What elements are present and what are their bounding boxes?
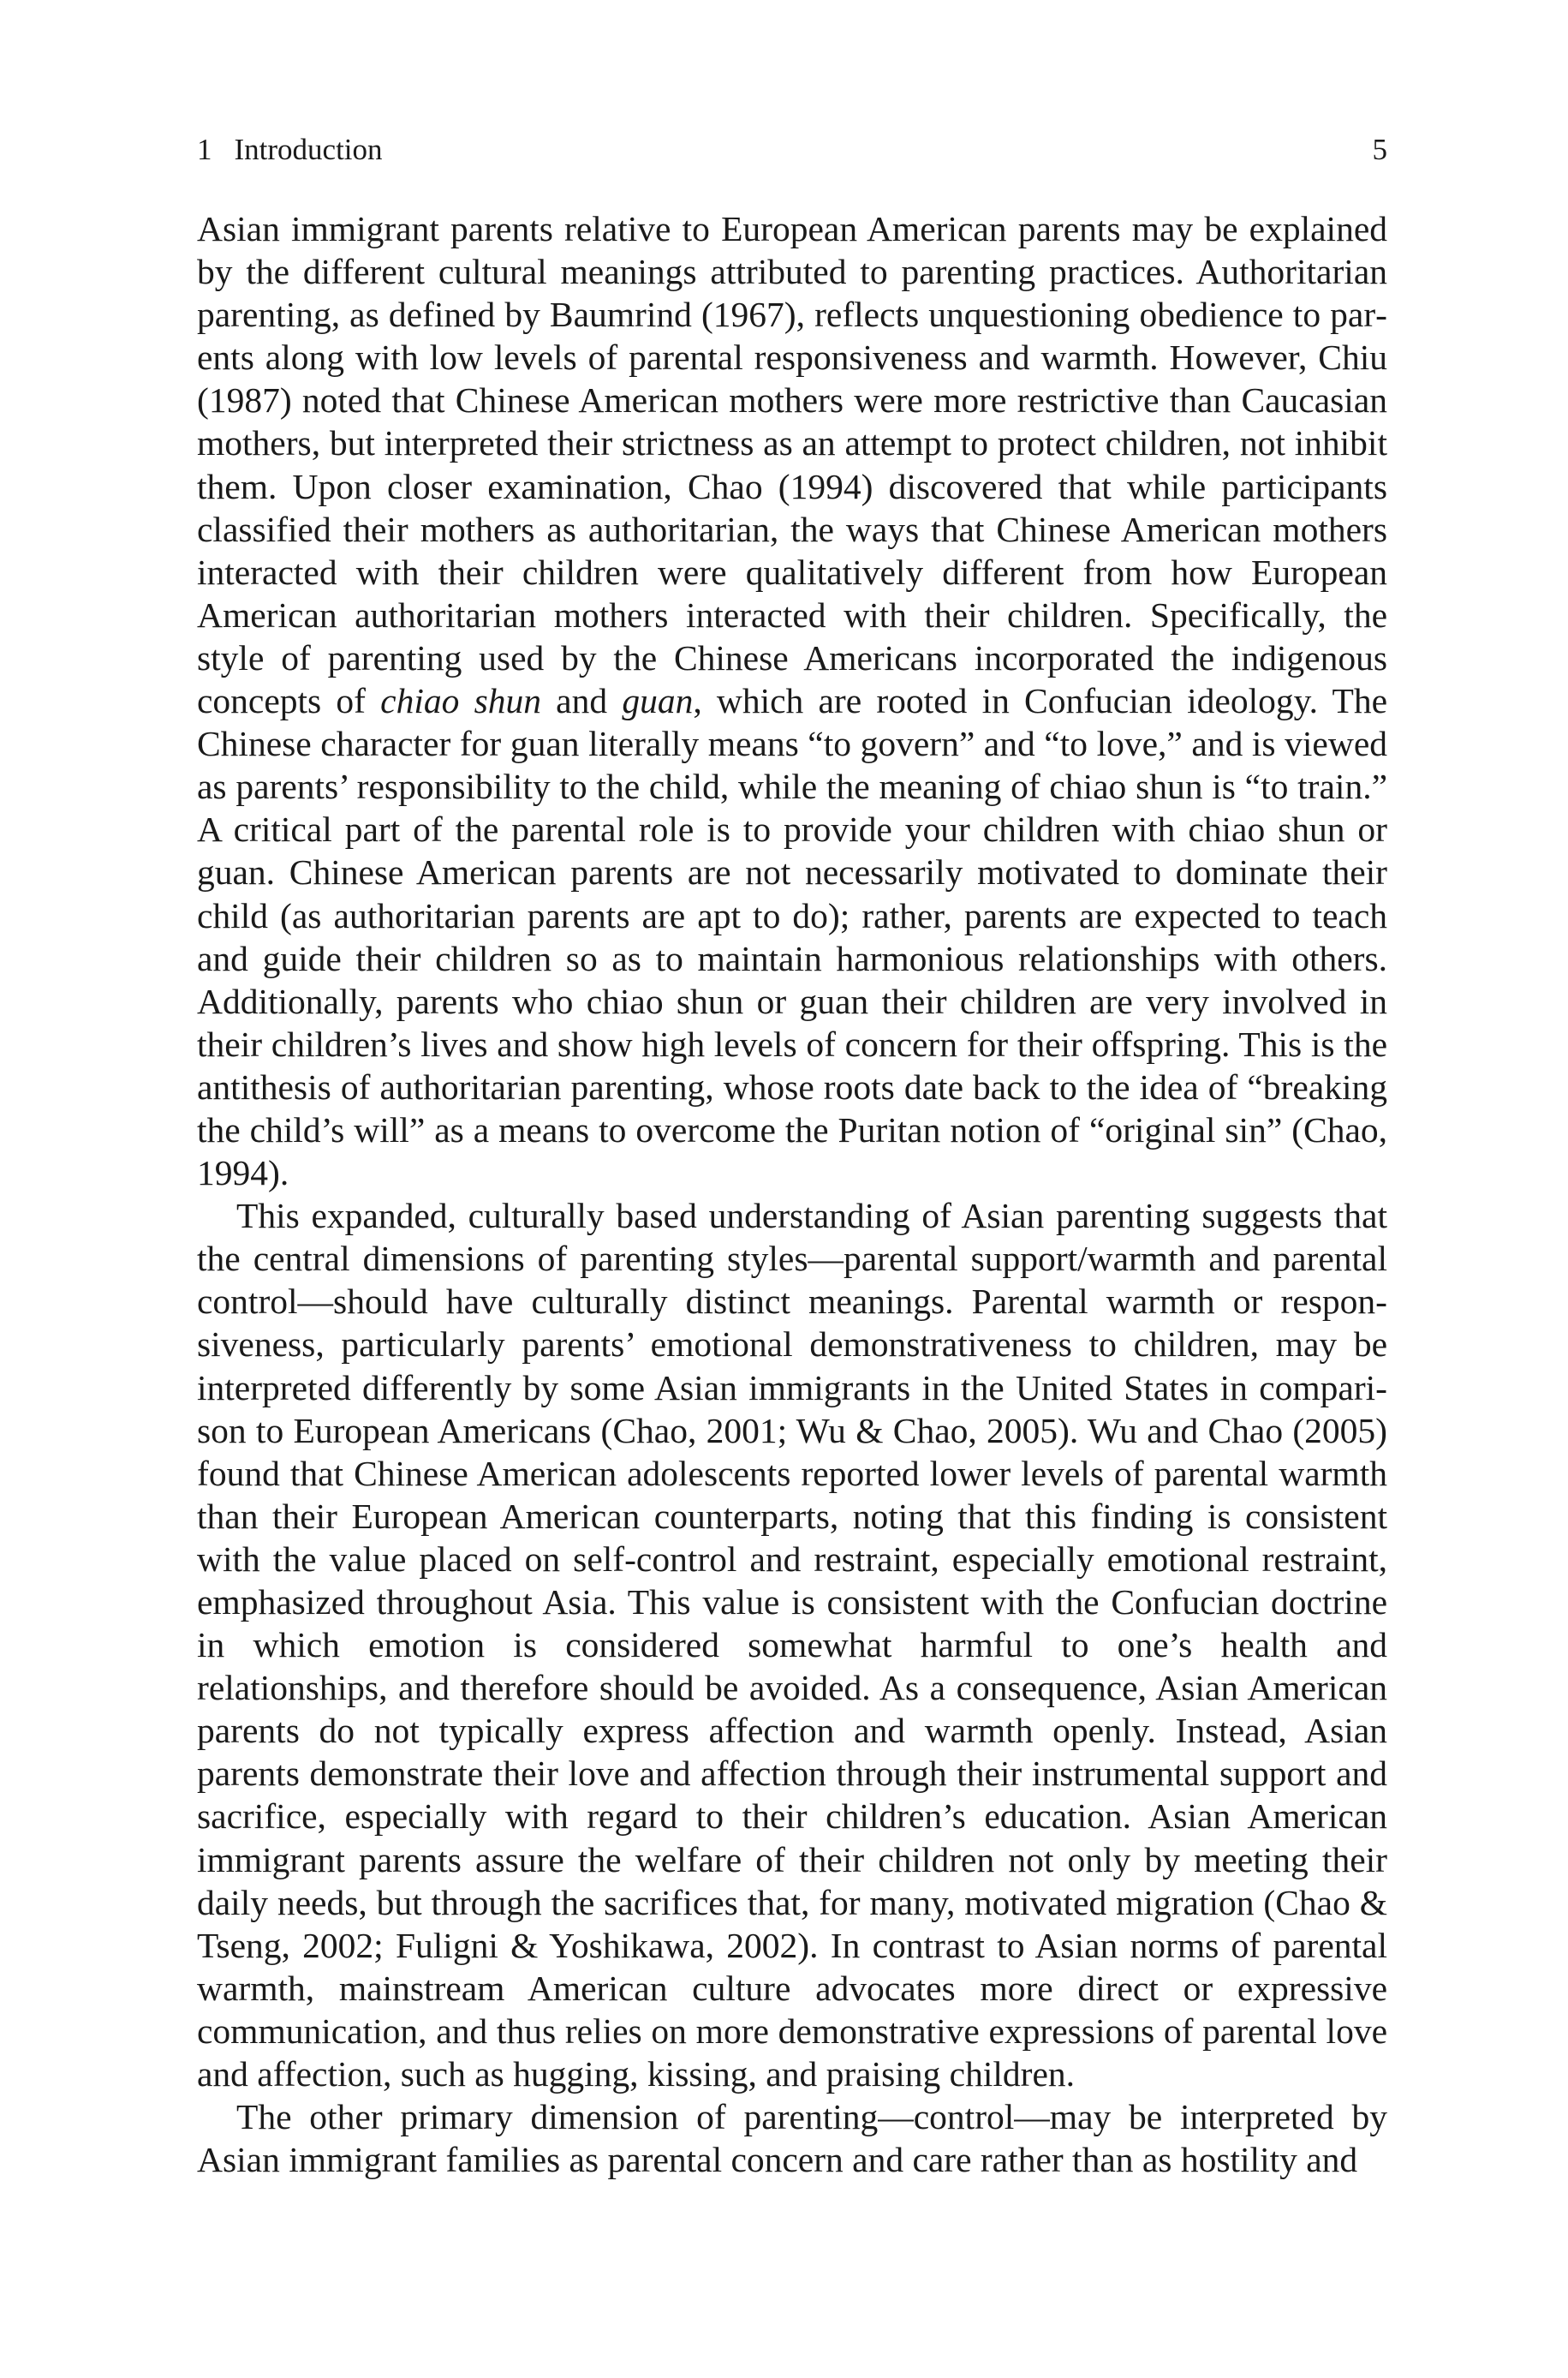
paragraph-text: and: [540, 681, 623, 721]
body-text: [197, 207, 1387, 2181]
term-guan: guan: [622, 681, 694, 721]
paragraph-text: , which are rooted in Confucian ideology. The Chinese character for guan literally means “to govern” and “to love,” and is viewed as parents’ responsibility to the child, while the meaning of chiao shun is “to train.” A critical part of the parental role is to provide your children with chiao shun or guan. Chinese American parents are not necessarily motivated to dominate their child (as authoritarian parents are apt to do); rather, parents are expected to teach and guide their children so as to maintain harmonious relationships with others. Additionally, parents who chiao shun or guan their children are very involved in their children’s lives and show high levels of concern for their offspring. This is the antithesis of authoritarian parenting, whose roots date back to the idea of “breaking the child’s will” as a means to overcome the Puritan notion of “original sin” (Chao, 1994).: [197, 681, 1388, 1193]
running-head: [197, 128, 1387, 171]
paragraph-1: [197, 207, 1387, 1194]
chapter-number: 1: [197, 133, 212, 166]
paragraph-2: This expanded, culturally based understanding of Asian parenting suggests that the central dimensions of parenting styles—parental support/warmth and parental control—should have culturally distinct meanings. Parental warmth or responsiveness, particularly parents’ emotional demonstrativeness to children, may be interpreted differently by some Asian immigrants in the United States in comparison to European Americans (Chao, 2001; Wu & Chao, 2005). Wu and Chao (2005) found that Chinese American adolescents reported lower levels of parental warmth than their European American counterparts, noting that this finding is consistent with the value placed on self-control and restraint, especially emotional restraint, emphasized throughout Asia. This value is consistent with the Confucian doctrine in which emotion is considered somewhat harmful to one’s health and relationships, and therefore should be avoided. As a consequence, Asian American parents do not typically express affection and warmth openly. Instead, Asian parents demonstrate their love and affection through their instrumental support and sacrifice, especially with regard to their children’s education. Asian American immigrant parents assure the welfare of their children not only by meeting their daily needs, but through the sacrifices that, for many, motivated migration (Chao & Tseng, 2002; Fuligni & Yoshikawa, 2002). In contrast to Asian norms of parental warmth, mainstream American culture advocates more direct or expressive communication, and thus relies on more demonstrative expressions of parental love and affection, such as hugging, kissing, and praising children.: [197, 1196, 1387, 2094]
paragraph-text: Asian immigrant parents relative to European American parents may be explained by the different cultural meanings attributed to parenting practices. Authoritarian parenting, as defined by Baumrind (1967), reflects unquestioning obedience to parents along with low levels of parental responsiveness and warmth. However, Chiu (1987) noted that Chinese American mothers were more restrictive than Caucasian mothers, but interpreted their strictness as an attempt to protect children, not inhibit them. Upon closer examination, Chao (1994) discovered that while participants classified their mothers as authoritarian, the ways that Chinese American mothers interacted with their children were qualitatively different from how European American authoritarian mothers interacted with their children. Specifically, the style of parenting used by the Chinese Americans incorporated the indigenous concepts of: [197, 209, 1387, 721]
paragraph-3: The other primary dimension of parenting—control—may be interpreted by Asian immigrant families as parental concern and care rather than as hostility and: [197, 2097, 1387, 2180]
term-chiao-shun: chiao shun: [380, 681, 541, 721]
page-number: 5: [1372, 133, 1387, 166]
chapter-title: Introduction: [234, 133, 383, 166]
